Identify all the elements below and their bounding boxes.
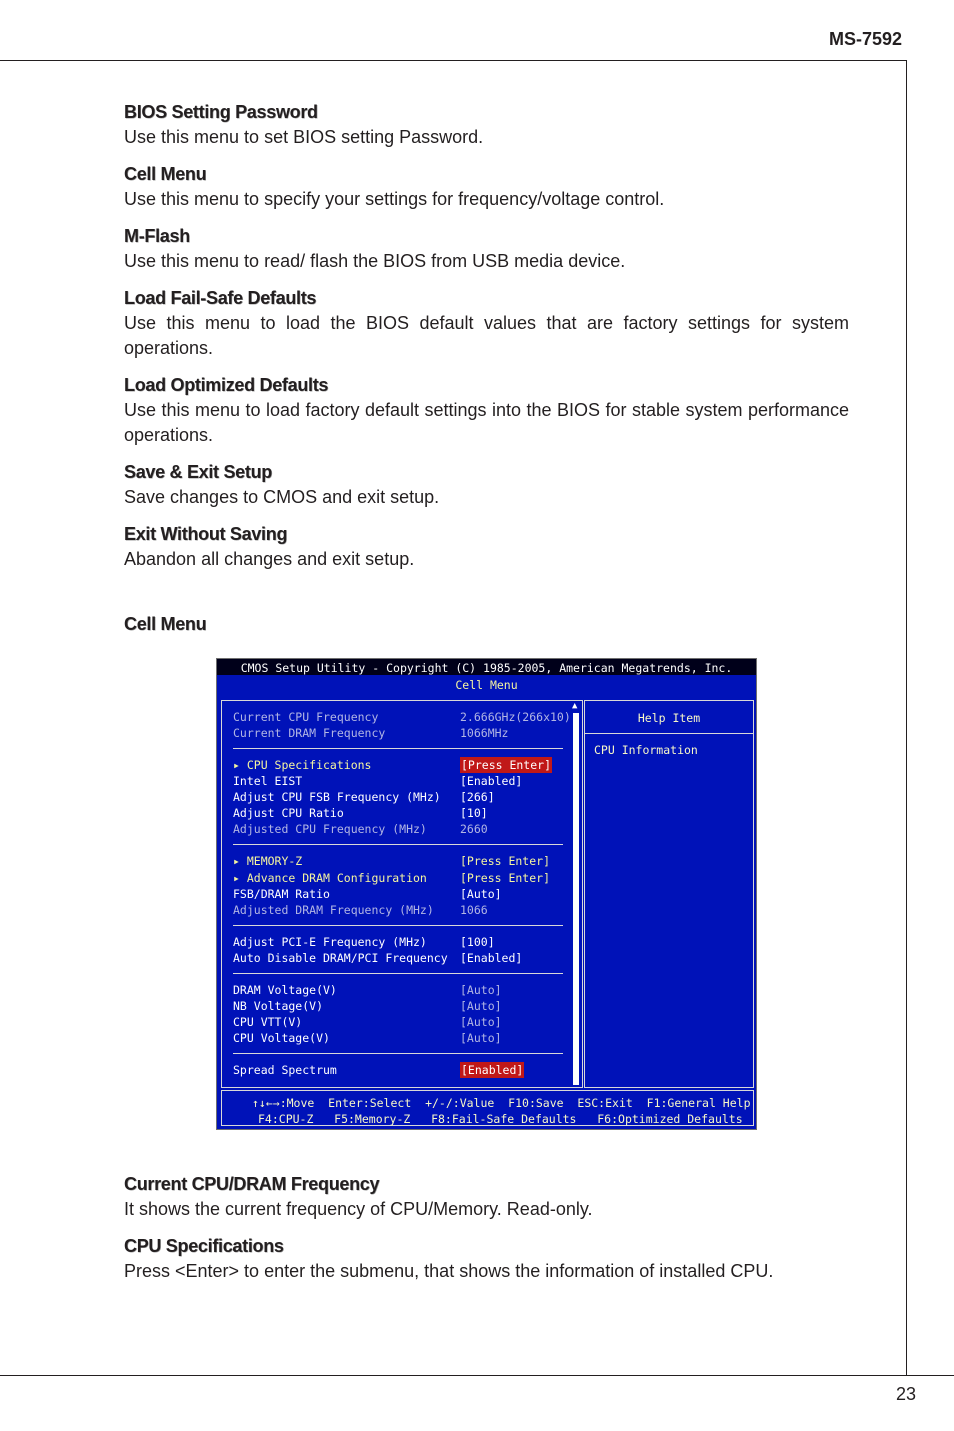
section-text: Press <Enter> to enter the submenu, that shows the information of installed CPU.	[124, 1261, 774, 1281]
section-cell-menu	[124, 162, 849, 212]
row-value[interactable]: [Auto]	[460, 999, 502, 1013]
bios-row-adjust-pcie-frequency[interactable]	[233, 934, 563, 950]
bios-row-intel-eist[interactable]	[233, 773, 563, 789]
row-label: NB Voltage(V)	[233, 999, 324, 1013]
section-load-fail-safe-defaults	[124, 286, 849, 361]
row-value[interactable]: [Auto]	[460, 1031, 502, 1045]
row-label: Intel EIST	[233, 774, 303, 788]
row-value[interactable]: [Auto]	[460, 1015, 502, 1029]
row-label: ▸ CPU Specifications	[233, 758, 372, 772]
row-label: Current DRAM Frequency	[233, 726, 386, 740]
row-label: Auto Disable DRAM/PCI Frequency	[233, 951, 448, 965]
row-label: Spread Spectrum	[233, 1063, 337, 1077]
bios-separator	[233, 1053, 563, 1054]
bios-title: CMOS Setup Utility - Copyright (C) 1985-2005, American Megatrends, Inc.	[240, 661, 733, 675]
help-title: Help Item	[637, 711, 701, 725]
section-m-flash	[124, 224, 849, 274]
section-text: Use this menu to specify your settings for frequency/voltage control.	[124, 189, 665, 209]
section-heading: BIOS Setting Password	[124, 102, 318, 122]
row-value[interactable]: [Auto]	[460, 887, 502, 901]
bios-row-dram-voltage[interactable]	[233, 982, 563, 998]
row-label: ▸ MEMORY-Z	[233, 854, 303, 868]
bios-row-cpu-specifications[interactable]	[233, 757, 563, 773]
bios-separator	[233, 973, 563, 974]
bios-row-cpu-voltage[interactable]	[233, 1030, 563, 1046]
bios-row-auto-disable-dram-pci-frequency[interactable]	[233, 950, 563, 966]
bios-separator	[233, 844, 563, 845]
section-text: Use this menu to read/ flash the BIOS from USB media device.	[124, 251, 626, 271]
section-heading: Cell Menu	[124, 164, 207, 184]
bios-row-current-cpu-frequency	[233, 709, 571, 725]
bios-row-memory-z[interactable]	[233, 853, 563, 869]
scrollbar[interactable]	[573, 713, 579, 1085]
help-divider	[585, 733, 753, 734]
bios-row-adjusted-cpu-frequency	[233, 821, 563, 837]
bios-row-current-dram-frequency	[233, 725, 563, 741]
section-heading: Current CPU/DRAM Frequency	[124, 1174, 380, 1194]
menu-descriptions	[124, 100, 849, 584]
cell-menu-heading: Cell Menu	[124, 614, 207, 634]
key-legend-line-2: F4:CPU-Z F5:Memory-Z F8:Fail-Safe Defaults F6:Optimized Defaults	[258, 1112, 743, 1126]
bios-row-adjust-cpu-ratio[interactable]	[233, 805, 563, 821]
row-value[interactable]: [Enabled]	[460, 774, 523, 788]
header-rule	[0, 60, 906, 61]
section-text: Abandon all changes and exit setup.	[124, 549, 415, 569]
section-heading: CPU Specifications	[124, 1236, 284, 1256]
section-heading: Exit Without Saving	[124, 524, 288, 544]
row-label: Adjust CPU FSB Frequency (MHz)	[233, 790, 441, 804]
row-value: 2660	[460, 822, 488, 836]
row-label: CPU Voltage(V)	[233, 1031, 330, 1045]
bios-separator	[233, 925, 563, 926]
section-text: It shows the current frequency of CPU/Memory. Read-only.	[124, 1199, 593, 1219]
bios-row-adjust-cpu-fsb-frequency[interactable]	[233, 789, 563, 805]
key-legend-line-1: ↑↓←→:Move Enter:Select +/-/:Value F10:Save ESC:Exit F1:General Help	[252, 1096, 751, 1110]
row-label: Adjust PCI-E Frequency (MHz)	[233, 935, 427, 949]
bios-row-cpu-vtt[interactable]	[233, 1014, 563, 1030]
section-bios-setting-password	[124, 100, 849, 150]
section-exit-without-saving	[124, 522, 849, 572]
margin-rule	[906, 60, 907, 1376]
page-number: 23	[895, 1384, 916, 1404]
bios-help-panel	[584, 700, 754, 1088]
scroll-up-arrow-icon[interactable]: ▲	[572, 701, 578, 711]
bios-subtitle: Cell Menu	[455, 678, 518, 692]
row-value[interactable]: [Press Enter]	[460, 871, 551, 885]
bios-row-adjusted-dram-frequency	[233, 902, 563, 918]
section-heading: Load Fail-Safe Defaults	[124, 288, 317, 308]
row-value: 1066	[460, 903, 488, 917]
row-value[interactable]: [Press Enter]	[461, 758, 552, 772]
bios-row-advance-dram-configuration[interactable]	[233, 870, 563, 886]
section-save-exit-setup	[124, 460, 849, 510]
bios-row-nb-voltage[interactable]	[233, 998, 563, 1014]
section-heading: Load Optimized Defaults	[124, 375, 329, 395]
section-text: Save changes to CMOS and exit setup.	[124, 487, 440, 507]
row-label: FSB/DRAM Ratio	[233, 887, 330, 901]
section-heading: Save & Exit Setup	[124, 462, 272, 482]
row-value[interactable]: [Enabled]	[460, 951, 523, 965]
row-value[interactable]: [Press Enter]	[460, 854, 551, 868]
bios-screenshot	[217, 659, 756, 1129]
section-text: Use this menu to load the BIOS default values that are factory settings for system operations.	[124, 313, 849, 358]
row-label: CPU VTT(V)	[233, 1015, 303, 1029]
section-current-cpu-dram-frequency	[124, 1172, 849, 1222]
section-heading: M-Flash	[124, 226, 190, 246]
row-value[interactable]: [266]	[460, 790, 495, 804]
cell-menu-item-descriptions	[124, 1172, 849, 1296]
row-label: Adjusted CPU Frequency (MHz)	[233, 822, 427, 836]
row-value[interactable]: [Enabled]	[461, 1063, 524, 1077]
bios-row-fsb-dram-ratio[interactable]	[233, 886, 563, 902]
row-value[interactable]: [10]	[460, 806, 488, 820]
row-value[interactable]: [Auto]	[460, 983, 502, 997]
row-label: Adjusted DRAM Frequency (MHz)	[233, 903, 434, 917]
section-load-optimized-defaults	[124, 373, 849, 448]
bios-separator	[233, 748, 563, 749]
help-text: CPU Information	[594, 743, 698, 757]
row-value[interactable]: [100]	[460, 935, 495, 949]
model-number: MS-7592	[828, 29, 902, 49]
row-label: Adjust CPU Ratio	[233, 806, 344, 820]
row-label: DRAM Voltage(V)	[233, 983, 337, 997]
section-cpu-specifications	[124, 1234, 849, 1284]
row-value: 2.666GHz(266x10)	[460, 710, 571, 724]
row-label: Current CPU Frequency	[233, 710, 379, 724]
row-value: 1066MHz	[460, 726, 509, 740]
footer-rule	[0, 1375, 954, 1376]
section-text: Use this menu to load factory default settings into the BIOS for stable system performance operations.	[124, 400, 849, 445]
section-text: Use this menu to set BIOS setting Password.	[124, 127, 484, 147]
bios-row-spread-spectrum[interactable]	[233, 1062, 563, 1078]
bios-key-legend	[221, 1090, 754, 1126]
row-label: ▸ Advance DRAM Configuration	[233, 871, 427, 885]
